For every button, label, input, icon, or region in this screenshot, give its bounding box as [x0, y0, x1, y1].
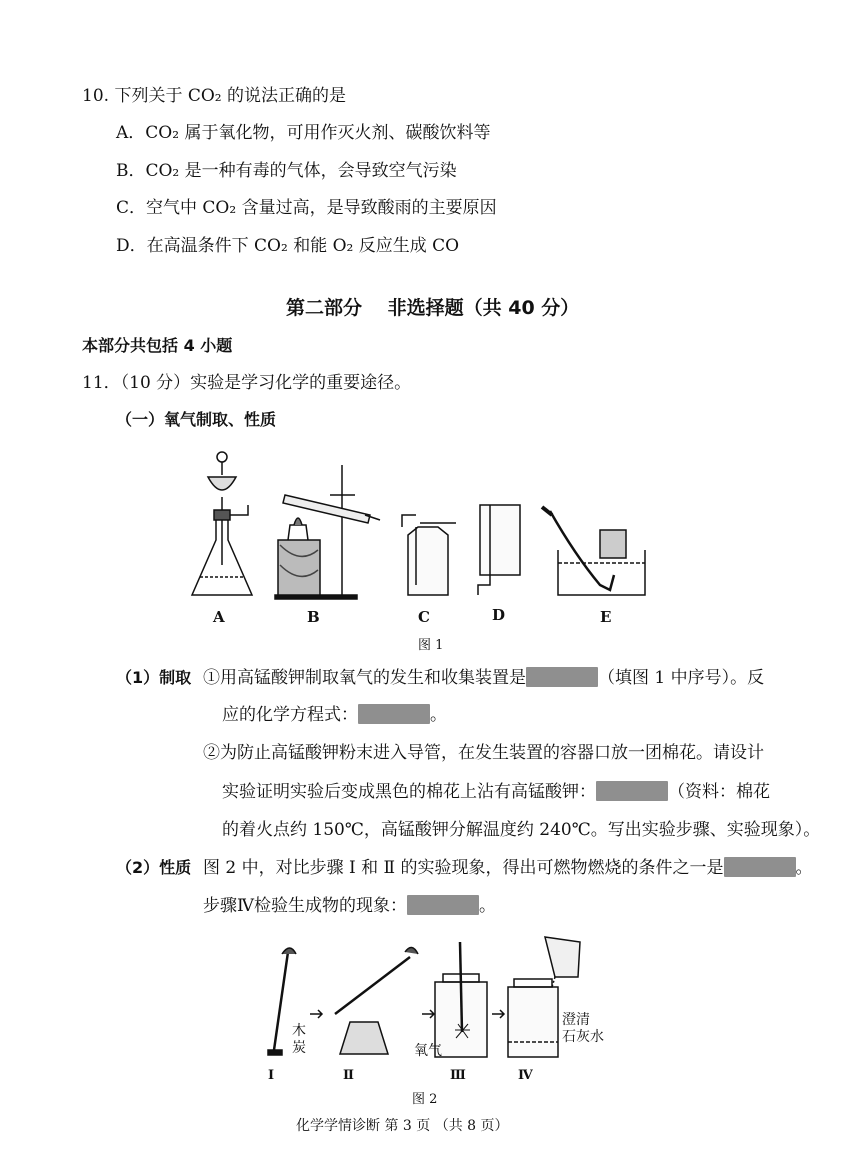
- apparatus-b-icon: [275, 465, 380, 599]
- part2-title: 第二部分 非选择题（共 40 分）: [286, 297, 580, 319]
- arrow-right-icon: [422, 1010, 434, 1018]
- oxygen-bottle-icon: [435, 942, 487, 1057]
- p1-line3: ②为防止高锰酸钾粉末进入导管，在发生装置的容器口放一团棉花。请设计: [203, 743, 764, 763]
- p2-line1-b: 。: [795, 858, 813, 878]
- q11-section1-title: （一）氧气制取、性质: [116, 410, 277, 429]
- q10-option-a: A．CO₂ 属于氧化物，可用作灭火剂、碳酸饮料等: [116, 123, 491, 143]
- answer-blank-4[interactable]: [724, 857, 796, 877]
- p1-line1-a: ①用高锰酸钾制取氧气的发生和收集装置是: [203, 668, 526, 688]
- fig2-step-2: Ⅱ: [343, 1068, 354, 1083]
- label-limewater: 澄清 石灰水: [562, 1012, 604, 1045]
- q10-option-c: C．空气中 CO₂ 含量过高，是导致酸雨的主要原因: [116, 198, 497, 218]
- apparatus-d-icon: [478, 505, 520, 595]
- arrow-right-icon: [310, 1010, 322, 1018]
- fig1-label-b: B: [307, 608, 320, 626]
- apparatus-c-icon: [402, 515, 456, 595]
- fig1-caption: 图 1: [418, 638, 444, 653]
- q11-stem: 11．（10 分）实验是学习化学的重要途径。: [82, 373, 412, 393]
- p1-line2-b: 。: [430, 705, 447, 725]
- fig2-caption: 图 2: [412, 1092, 438, 1107]
- fig1-label-a: A: [213, 608, 225, 626]
- p2-line2-b: 。: [478, 896, 496, 916]
- arrow-right-icon: [492, 1010, 504, 1018]
- fig2-step-1: Ⅰ: [268, 1068, 275, 1083]
- fig2-step-4: Ⅳ: [518, 1068, 533, 1083]
- p2-line2-a: 步骤Ⅳ检验生成物的现象：: [203, 896, 407, 916]
- answer-blank-1[interactable]: [526, 667, 598, 687]
- part2-intro: 本部分共包括 4 小题: [82, 336, 233, 355]
- p1-line4-a: 实验证明实验后变成黑色的棉花上沾有高锰酸钾：: [222, 782, 596, 802]
- q10-option-d: D．在高温条件下 CO₂ 和能 O₂ 反应生成 CO: [116, 236, 460, 256]
- p1-label: （1）制取: [116, 668, 192, 687]
- page-footer: 化学学情诊断 第 3 页 （共 8 页）: [296, 1118, 509, 1134]
- p1-line1-b: （填图 1 中序号）。反: [598, 668, 765, 688]
- apparatus-e-icon: [542, 507, 645, 595]
- fig1-label-e: E: [600, 608, 612, 626]
- answer-blank-2[interactable]: [358, 704, 430, 724]
- q10-stem: 10. 下列关于 CO₂ 的说法正确的是: [82, 86, 347, 106]
- answer-blank-5[interactable]: [407, 895, 479, 915]
- p2-label: （2）性质: [116, 858, 192, 877]
- fig1-label-c: C: [418, 608, 430, 626]
- p1-line5: 的着火点约 150℃，高锰酸钾分解温度约 240℃。写出实验步骤、实验现象）。: [222, 820, 821, 840]
- label-charcoal: 木 炭: [292, 1023, 306, 1056]
- answer-blank-3[interactable]: [596, 781, 668, 801]
- fig2-step-3: Ⅲ: [450, 1068, 466, 1083]
- label-oxygen: 氧气: [414, 1043, 442, 1059]
- apparatus-a-icon: [192, 452, 252, 595]
- q10-option-b: B．CO₂ 是一种有毒的气体，会导致空气污染: [116, 161, 457, 181]
- fig1-label-d: D: [492, 606, 506, 624]
- alcohol-lamp-icon: [335, 947, 418, 1054]
- figure-1-apparatus: [180, 445, 660, 605]
- p2-line1-a: 图 2 中，对比步骤 Ⅰ 和 Ⅱ 的实验现象，得出可燃物燃烧的条件之一是: [203, 858, 724, 878]
- p1-line4-b: （资料：棉花: [668, 782, 770, 802]
- p1-line2-a: 应的化学方程式：: [222, 705, 358, 725]
